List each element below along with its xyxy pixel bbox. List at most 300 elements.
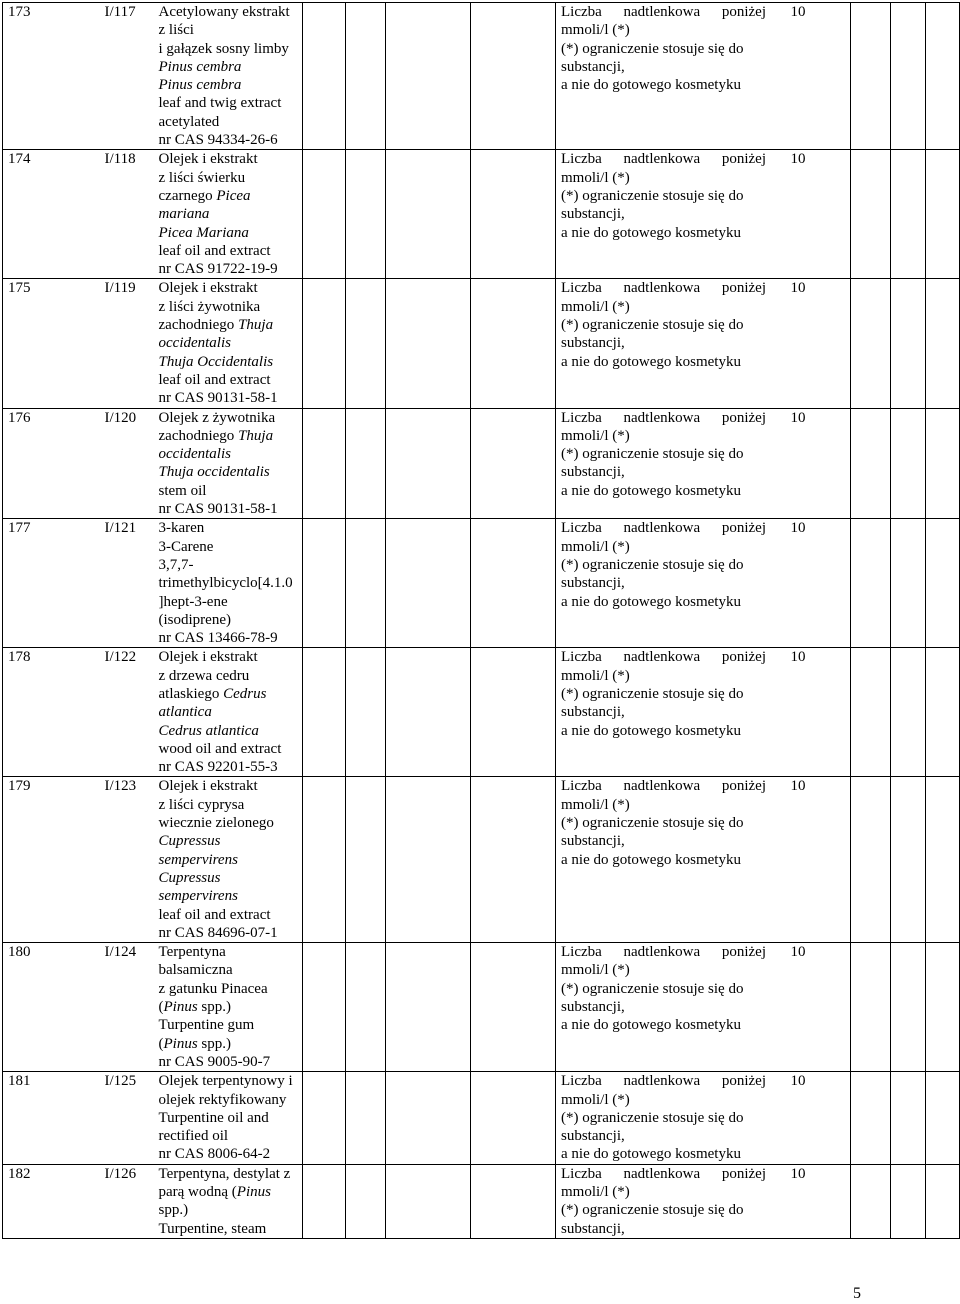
empty-cell: [303, 777, 346, 943]
name-text: z liści świerku: [158, 169, 246, 186]
empty-cell: [386, 150, 471, 279]
limit-value: 10: [786, 519, 851, 648]
name-text: (: [158, 999, 164, 1016]
condition-line: mmoli/l (*): [561, 796, 630, 813]
limit-value: 10: [786, 1164, 851, 1238]
condition-line: mmoli/l (*): [561, 1091, 630, 1108]
condition-line: substancji,: [561, 58, 625, 75]
name-line: [159, 187, 303, 205]
name-text: Olejek terpentynowy i: [158, 1073, 293, 1090]
empty-cell: [851, 1164, 891, 1238]
row-number: 178: [3, 648, 101, 777]
name-line: [159, 777, 303, 795]
table-row: [3, 408, 960, 519]
condition-line: mmoli/l (*): [561, 667, 630, 684]
reference-code: I/125: [101, 1072, 154, 1164]
name-text: czarnego: [158, 187, 217, 204]
empty-cell: [891, 3, 926, 150]
name-line: [159, 205, 303, 223]
name-text: nr CAS 9005-90-7: [158, 1053, 271, 1070]
condition-line: mmoli/l (*): [561, 427, 630, 444]
empty-cell: [386, 648, 471, 777]
empty-cell: [303, 1072, 346, 1164]
empty-cell: [851, 3, 891, 150]
name-line: [159, 629, 303, 647]
empty-cell: [851, 519, 891, 648]
name-text-italic: sempervirens: [158, 851, 238, 868]
name-text: leaf oil and extract: [158, 242, 271, 259]
name-text: z liści: [158, 22, 194, 39]
name-line: [159, 593, 303, 611]
name-line: [159, 648, 303, 666]
reference-code: I/118: [101, 150, 154, 279]
name-text: leaf oil and extract: [158, 371, 271, 388]
empty-cell: [851, 150, 891, 279]
condition-line: substancji,: [561, 206, 625, 223]
reference-code: I/121: [101, 519, 154, 648]
empty-cell: [303, 279, 346, 408]
condition-line: substancji,: [561, 1220, 625, 1237]
name-text: acetylated: [158, 113, 220, 130]
conditions: [556, 150, 786, 279]
row-number: 176: [3, 408, 101, 519]
name-text: nr CAS 90131-58-1: [158, 390, 278, 407]
name-text: balsamiczna: [158, 962, 233, 979]
name-text: ]hept-3-ene: [158, 593, 228, 610]
empty-cell: [386, 1072, 471, 1164]
name-line: [159, 1183, 303, 1201]
name-text: olejek rektyfikowany: [158, 1091, 287, 1108]
name-text-italic: Picea Mariana: [158, 224, 249, 241]
condition-line: (*) ograniczenie stosuje się do: [561, 815, 744, 832]
table-row: [3, 1072, 960, 1164]
limit-value: 10: [786, 943, 851, 1072]
empty-cell: [926, 648, 960, 777]
empty-cell: [303, 1164, 346, 1238]
empty-cell: [386, 3, 471, 150]
table-row: [3, 648, 960, 777]
empty-cell: [891, 150, 926, 279]
substance-name: [154, 150, 303, 279]
substance-name: [154, 408, 303, 519]
name-text: i gałązek sosny limby: [158, 40, 289, 57]
empty-cell: [926, 408, 960, 519]
name-text: rectified oil: [158, 1128, 229, 1145]
empty-cell: [303, 519, 346, 648]
name-line: [159, 3, 303, 21]
name-text: leaf and twig extract: [158, 95, 282, 112]
name-text: nr CAS 13466-78-9: [158, 630, 278, 647]
empty-cell: [926, 150, 960, 279]
name-text: spp.): [197, 999, 232, 1016]
name-line: [159, 1145, 303, 1163]
name-line: [159, 685, 303, 703]
name-text-italic: Thuja Occidentalis: [158, 353, 274, 370]
condition-line: a nie do gotowego kosmetyku: [561, 593, 741, 610]
row-number: 177: [3, 519, 101, 648]
name-text: Olejek i ekstrakt: [158, 778, 258, 795]
row-number: 173: [3, 3, 101, 150]
name-text: leaf oil and extract: [158, 906, 271, 923]
name-text-italic: Cedrus: [223, 685, 267, 702]
empty-cell: [471, 648, 556, 777]
name-line: [159, 832, 303, 850]
name-text: (: [158, 1035, 164, 1052]
name-text: trimethylbicyclo[4.1.0: [158, 575, 293, 592]
name-text-italic: Picea: [216, 187, 251, 204]
condition-line: a nie do gotowego kosmetyku: [561, 77, 741, 94]
empty-cell: [851, 648, 891, 777]
empty-cell: [891, 1164, 926, 1238]
name-line: [159, 279, 303, 297]
empty-cell: [926, 519, 960, 648]
name-text: Olejek i ekstrakt: [158, 151, 258, 168]
limit-value: 10: [786, 408, 851, 519]
name-line: [159, 961, 303, 979]
empty-cell: [851, 1072, 891, 1164]
reference-code: I/124: [101, 943, 154, 1072]
empty-cell: [346, 943, 386, 1072]
name-text-italic: Thuja occidentalis: [158, 464, 270, 481]
condition-line: a nie do gotowego kosmetyku: [561, 722, 741, 739]
name-text-italic: Cupressus: [158, 869, 221, 886]
empty-cell: [346, 519, 386, 648]
conditions: [556, 1164, 786, 1238]
substance-name: [154, 648, 303, 777]
name-text-italic: Pinus: [236, 1184, 271, 1200]
name-text: spp.): [197, 1035, 232, 1052]
name-text: wiecznie zielonego: [158, 815, 274, 832]
empty-cell: [471, 1072, 556, 1164]
name-text-italic: Cedrus atlantica: [158, 722, 259, 739]
empty-cell: [891, 1072, 926, 1164]
condition-line: (*) ograniczenie stosuje się do: [561, 317, 744, 334]
empty-cell: [471, 150, 556, 279]
empty-cell: [471, 1164, 556, 1238]
name-line: [159, 1127, 303, 1145]
reference-code: I/126: [101, 1164, 154, 1238]
condition-line: substancji,: [561, 833, 625, 850]
name-text: Terpentyna, destylat z: [158, 1165, 291, 1182]
name-line: [159, 1053, 303, 1071]
condition-line: (*) ograniczenie stosuje się do: [561, 556, 744, 573]
condition-line: (*) ograniczenie stosuje się do: [561, 40, 744, 57]
name-text-italic: Thuja: [238, 427, 274, 444]
table-row: [3, 150, 960, 279]
table-row: [3, 3, 960, 150]
name-text: z liści cyprysa: [158, 796, 245, 813]
name-line: [159, 703, 303, 721]
name-text: 3-Carene: [158, 538, 214, 555]
name-text-italic: sempervirens: [158, 888, 238, 905]
condition-line: a nie do gotowego kosmetyku: [561, 224, 741, 241]
name-line: [159, 1035, 303, 1053]
name-line: [159, 21, 303, 39]
condition-line: a nie do gotowego kosmetyku: [561, 1146, 741, 1163]
empty-cell: [386, 279, 471, 408]
limit-value: 10: [786, 777, 851, 943]
reference-code: I/122: [101, 648, 154, 777]
empty-cell: [891, 777, 926, 943]
row-number: 179: [3, 777, 101, 943]
condition-line: mmoli/l (*): [561, 538, 630, 555]
empty-cell: [891, 943, 926, 1072]
empty-cell: [346, 1164, 386, 1238]
name-line: [159, 371, 303, 389]
name-text: zachodniego: [158, 427, 239, 444]
conditions: [556, 519, 786, 648]
name-text-italic: Pinus: [163, 999, 198, 1016]
limit-value: 10: [786, 648, 851, 777]
name-line: [159, 1220, 303, 1238]
condition-line: Liczba nadtlenkowa poniżej: [561, 280, 766, 297]
limit-value: 10: [786, 150, 851, 279]
name-line: [159, 445, 303, 463]
conditions: [556, 648, 786, 777]
name-text: Olejek i ekstrakt: [158, 280, 258, 297]
substance-name: [154, 943, 303, 1072]
empty-cell: [891, 519, 926, 648]
condition-line: (*) ograniczenie stosuje się do: [561, 446, 744, 463]
name-line: [159, 463, 303, 481]
condition-line: Liczba nadtlenkowa poniżej: [561, 151, 766, 168]
empty-cell: [851, 777, 891, 943]
name-line: [159, 740, 303, 758]
name-line: [159, 409, 303, 427]
table-row: [3, 777, 960, 943]
condition-line: Liczba nadtlenkowa poniżej: [561, 649, 766, 666]
name-line: [159, 814, 303, 832]
conditions: [556, 3, 786, 150]
name-line: [159, 353, 303, 371]
substance-name: [154, 777, 303, 943]
empty-cell: [926, 3, 960, 150]
condition-line: a nie do gotowego kosmetyku: [561, 1017, 741, 1034]
conditions: [556, 1072, 786, 1164]
condition-line: mmoli/l (*): [561, 1184, 630, 1200]
name-text: Olejek z żywotnika: [158, 409, 276, 426]
page-number: 5: [853, 1285, 861, 1302]
name-text: (isodiprene): [158, 611, 231, 628]
empty-cell: [346, 777, 386, 943]
name-text: spp.): [158, 1202, 189, 1219]
name-line: [159, 298, 303, 316]
name-line: [159, 1109, 303, 1127]
substances-table: [2, 2, 960, 1239]
limit-value: 10: [786, 3, 851, 150]
empty-cell: [386, 519, 471, 648]
name-text: nr CAS 90131-58-1: [158, 501, 278, 518]
empty-cell: [386, 1164, 471, 1238]
name-text-italic: Cupressus: [158, 833, 221, 850]
name-line: [159, 887, 303, 905]
name-text: 3-karen: [158, 520, 205, 537]
condition-line: substancji,: [561, 999, 625, 1016]
name-line: [159, 758, 303, 776]
name-line: [159, 574, 303, 592]
name-text: z gatunku Pinacea: [158, 980, 268, 997]
row-number: 181: [3, 1072, 101, 1164]
name-line: [159, 482, 303, 500]
empty-cell: [851, 408, 891, 519]
name-text: wood oil and extract: [158, 740, 282, 757]
condition-line: substancji,: [561, 704, 625, 721]
empty-cell: [851, 943, 891, 1072]
reference-code: I/123: [101, 777, 154, 943]
substance-name: [154, 279, 303, 408]
row-number: 175: [3, 279, 101, 408]
condition-line: Liczba nadtlenkowa poniżej: [561, 1073, 766, 1090]
empty-cell: [926, 1072, 960, 1164]
name-text: nr CAS 92201-55-3: [158, 759, 278, 776]
name-line: [159, 427, 303, 445]
name-line: [159, 980, 303, 998]
substance-name: [154, 519, 303, 648]
condition-line: Liczba nadtlenkowa poniżej: [561, 944, 766, 961]
reference-code: I/120: [101, 408, 154, 519]
condition-line: a nie do gotowego kosmetyku: [561, 851, 741, 868]
name-text: atlaskiego: [158, 685, 224, 702]
limit-value: 10: [786, 279, 851, 408]
name-line: [159, 1165, 303, 1183]
table-row: [3, 1164, 960, 1238]
empty-cell: [471, 3, 556, 150]
empty-cell: [926, 943, 960, 1072]
name-text-italic: Pinus cembra: [158, 77, 242, 94]
name-line: [159, 611, 303, 629]
name-line: [159, 260, 303, 278]
name-line: [159, 667, 303, 685]
name-text-italic: mariana: [158, 206, 210, 223]
table-row: [3, 279, 960, 408]
conditions: [556, 943, 786, 1072]
substance-name: [154, 1072, 303, 1164]
table-row: [3, 943, 960, 1072]
name-line: [159, 76, 303, 94]
empty-cell: [471, 943, 556, 1072]
empty-cell: [386, 777, 471, 943]
name-text-italic: occidentalis: [158, 335, 231, 352]
condition-line: a nie do gotowego kosmetyku: [561, 482, 741, 499]
condition-line: Liczba nadtlenkowa poniżej: [561, 1165, 766, 1182]
name-line: [159, 131, 303, 149]
name-line: [159, 1201, 303, 1219]
condition-line: mmoli/l (*): [561, 962, 630, 979]
condition-line: a nie do gotowego kosmetyku: [561, 353, 741, 370]
name-text: nr CAS 94334-26-6: [158, 132, 278, 149]
condition-line: Liczba nadtlenkowa poniżej: [561, 409, 766, 426]
empty-cell: [303, 408, 346, 519]
empty-cell: [346, 3, 386, 150]
name-text: nr CAS 91722-19-9: [158, 261, 278, 278]
name-line: [159, 1091, 303, 1109]
empty-cell: [891, 279, 926, 408]
empty-cell: [386, 408, 471, 519]
empty-cell: [471, 777, 556, 943]
name-line: [159, 851, 303, 869]
condition-line: Liczba nadtlenkowa poniżej: [561, 4, 766, 20]
name-line: [159, 389, 303, 407]
name-text-italic: atlantica: [158, 704, 212, 721]
name-line: [159, 722, 303, 740]
condition-line: (*) ograniczenie stosuje się do: [561, 187, 744, 204]
row-number: 182: [3, 1164, 101, 1238]
empty-cell: [346, 1072, 386, 1164]
conditions: [556, 408, 786, 519]
table-body: [3, 3, 960, 1239]
name-text-italic: Pinus cembra: [158, 58, 242, 75]
condition-line: substancji,: [561, 575, 625, 592]
empty-cell: [471, 519, 556, 648]
reference-code: I/117: [101, 3, 154, 150]
substance-name: [154, 3, 303, 150]
reference-code: I/119: [101, 279, 154, 408]
name-line: [159, 316, 303, 334]
empty-cell: [891, 408, 926, 519]
empty-cell: [926, 1164, 960, 1238]
empty-cell: [346, 279, 386, 408]
empty-cell: [346, 408, 386, 519]
row-number: 180: [3, 943, 101, 1072]
name-line: [159, 113, 303, 131]
empty-cell: [346, 648, 386, 777]
name-line: [159, 94, 303, 112]
name-text: z drzewa cedru: [158, 667, 250, 684]
name-text: Acetylowany ekstrakt: [158, 4, 290, 20]
name-text: 3,7,7-: [158, 556, 194, 573]
empty-cell: [471, 279, 556, 408]
empty-cell: [346, 150, 386, 279]
name-text-italic: Thuja: [238, 317, 274, 334]
name-line: [159, 169, 303, 187]
name-line: [159, 150, 303, 168]
name-text: z liści żywotnika: [158, 298, 261, 315]
name-line: [159, 500, 303, 518]
empty-cell: [303, 150, 346, 279]
name-text-italic: occidentalis: [158, 446, 231, 463]
name-text: parą wodną (: [158, 1184, 237, 1200]
name-text: Turpentine, steam: [158, 1220, 267, 1237]
empty-cell: [386, 943, 471, 1072]
name-text: zachodniego: [158, 317, 239, 334]
limit-value: 10: [786, 1072, 851, 1164]
name-line: [159, 538, 303, 556]
name-text: stem oil: [158, 482, 207, 499]
condition-line: Liczba nadtlenkowa poniżej: [561, 778, 766, 795]
condition-line: (*) ograniczenie stosuje się do: [561, 685, 744, 702]
name-text: nr CAS 8006-64-2: [158, 1146, 271, 1163]
name-text: Terpentyna: [158, 944, 226, 961]
name-text: Turpentine gum: [158, 1017, 255, 1034]
conditions: [556, 279, 786, 408]
condition-line: mmoli/l (*): [561, 22, 630, 39]
name-line: [159, 924, 303, 942]
name-line: [159, 224, 303, 242]
empty-cell: [926, 279, 960, 408]
row-number: 174: [3, 150, 101, 279]
empty-cell: [303, 648, 346, 777]
empty-cell: [303, 3, 346, 150]
condition-line: (*) ograniczenie stosuje się do: [561, 980, 744, 997]
table-row: [3, 519, 960, 648]
name-line: [159, 519, 303, 537]
name-text: Olejek i ekstrakt: [158, 649, 258, 666]
condition-line: (*) ograniczenie stosuje się do: [561, 1202, 744, 1219]
condition-line: Liczba nadtlenkowa poniżej: [561, 520, 766, 537]
name-text: Turpentine oil and: [158, 1109, 269, 1126]
name-line: [159, 556, 303, 574]
condition-line: substancji,: [561, 464, 625, 481]
